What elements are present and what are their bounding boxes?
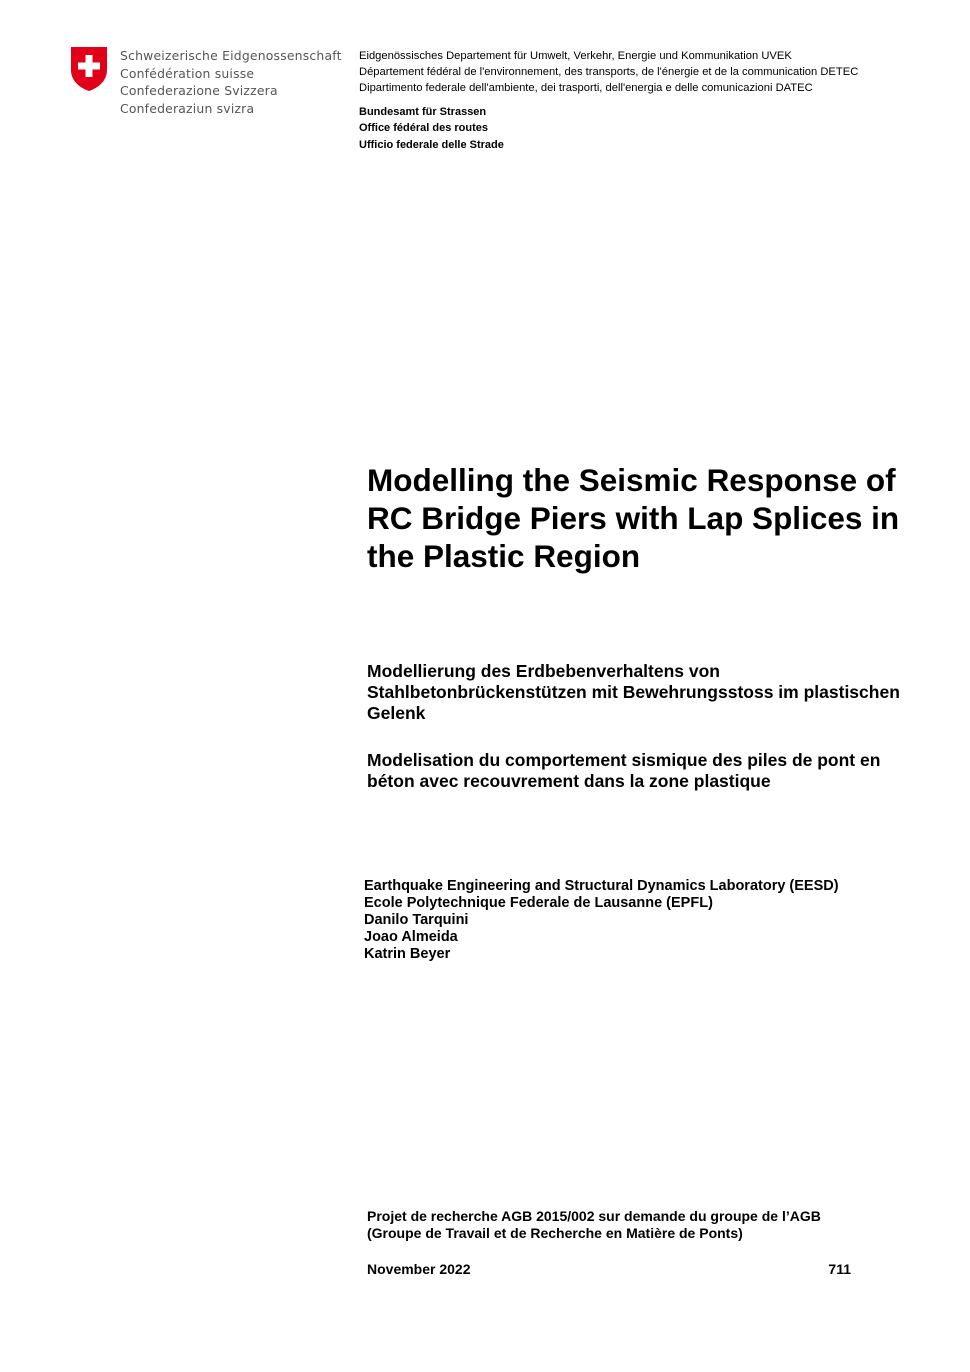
publication-date: November 2022 bbox=[367, 1261, 471, 1277]
confederation-name-fr: Confédération suisse bbox=[120, 65, 255, 81]
office-name-it: Ufficio federale delle Strade bbox=[359, 138, 504, 151]
author-lab: Earthquake Engineering and Structural Dynamics Laboratory (EESD) bbox=[364, 878, 839, 894]
project-info bbox=[367, 1208, 821, 1242]
authors-block bbox=[364, 878, 839, 963]
author-name: Katrin Beyer bbox=[364, 946, 451, 962]
project-line-2: (Groupe de Travail et de Recherche en Matière de Ponts) bbox=[367, 1225, 743, 1241]
office-name-fr: Office fédéral des routes bbox=[359, 122, 488, 135]
author-institution: Ecole Polytechnique Federale de Lausanne (EPFL) bbox=[364, 895, 713, 911]
confederation-name-it: Confederazione Svizzera bbox=[120, 83, 278, 99]
project-line-1: Projet de recherche AGB 2015/002 sur demande du groupe de l’AGB bbox=[367, 1208, 821, 1224]
swiss-shield-icon bbox=[70, 46, 108, 92]
department-name-fr: Département fédéral de l'environnement, des transports, de l'énergie et de la communication DETEC bbox=[359, 66, 859, 79]
department-name-it: Dipartimento federale dell'ambiente, dei trasporti, dell'energia e delle comunicazioni DATEC bbox=[359, 82, 813, 95]
office-name-de: Bundesamt für Strassen bbox=[359, 106, 487, 118]
cross-horizontal bbox=[78, 63, 100, 70]
subtitle-french: Modelisation du comportement sismique des piles de pont en béton avec recouvrement dans la zone plastique bbox=[367, 750, 881, 791]
confederation-name-rm: Confederaziun svizra bbox=[120, 100, 255, 116]
subtitle-german: Modellierung des Erdbebenverhaltens von Stahlbetonbrückenstützen mit Bewehrungsstoss im plastischen Gelenk bbox=[367, 661, 900, 723]
department-names bbox=[359, 48, 858, 97]
office-names bbox=[359, 104, 504, 153]
report-title: Modelling the Seismic Response of RC Bridge Piers with Lap Splices in the Plastic Region bbox=[367, 462, 900, 574]
report-number: 711 bbox=[828, 1261, 851, 1277]
federal-logo bbox=[70, 44, 340, 124]
department-name-de: Eidgenössisches Departement für Umwelt, Verkehr, Energie und Kommunikation UVEK bbox=[359, 50, 792, 62]
confederation-name-de: Schweizerische Eidgenossenschaft bbox=[120, 48, 342, 63]
author-name: Joao Almeida bbox=[364, 929, 458, 945]
author-name: Danilo Tarquini bbox=[364, 912, 469, 928]
confederation-names bbox=[120, 47, 342, 117]
